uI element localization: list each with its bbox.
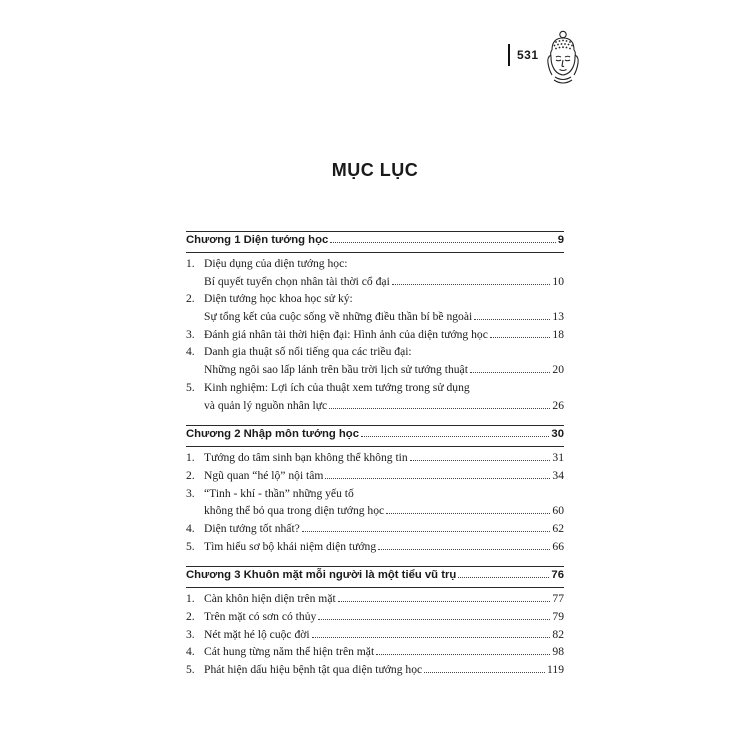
leader-dots	[325, 478, 550, 479]
entry-number: 5.	[186, 663, 195, 677]
entry-number: 5.	[186, 539, 195, 553]
chapter-page: 9	[557, 234, 564, 246]
entry-title: Những ngôi sao lấp lánh trên bầu trời lịch sử tướng thuật	[204, 363, 468, 377]
leader-dots	[329, 408, 550, 409]
entry-title: Cát hung từng năm thể hiện trên mặt	[204, 645, 375, 659]
leader-dots	[458, 577, 549, 578]
toc-entry[interactable]	[186, 257, 564, 275]
page-number: 531	[517, 48, 539, 62]
chapter-title: Chương 3 Khuôn mặt mỗi người là một tiểu vũ trụ	[186, 569, 457, 582]
entry-title: Diện tướng tốt nhất?	[204, 521, 300, 535]
entry-page: 119	[547, 663, 564, 677]
leader-dots	[318, 619, 550, 620]
toc-entry[interactable]	[186, 381, 564, 399]
entry-number: 1.	[186, 257, 195, 270]
toc-entry-continuation[interactable]	[186, 275, 564, 293]
entry-title: Kinh nghiệm: Lợi ích của thuật xem tướng trong sử dụng	[204, 380, 470, 394]
entry-title: Diện tướng học khoa học sử ký:	[204, 292, 353, 306]
entry-number: 1.	[186, 592, 195, 606]
toc-entry[interactable]	[186, 487, 564, 505]
entry-number: 1.	[186, 451, 195, 465]
toc-entry-continuation[interactable]	[186, 310, 564, 328]
toc-entry[interactable]	[186, 451, 564, 469]
entry-title: Sự tổng kết của cuộc sống về những điều thần bí bề ngoài	[204, 310, 473, 324]
entry-page: 60	[552, 504, 564, 518]
entry-number: 2.	[186, 610, 195, 623]
page-number-divider	[508, 44, 510, 66]
entry-title: Ngũ quan “hé lộ” nội tâm	[204, 468, 324, 482]
entry-page: 77	[552, 592, 564, 606]
toc-entry[interactable]	[186, 345, 564, 363]
entry-page: 62	[552, 521, 564, 535]
entry-title: không thể bỏ qua trong diện tướng học	[204, 504, 385, 518]
toc-entry-continuation[interactable]	[186, 363, 564, 381]
entry-title: và quản lý nguồn nhân lực	[204, 398, 328, 412]
leader-dots	[386, 513, 550, 514]
chapter-heading[interactable]	[186, 234, 564, 252]
toc-entry[interactable]	[186, 628, 564, 646]
leader-dots	[410, 460, 551, 461]
entry-number: 4.	[186, 521, 195, 535]
entry-title: Danh gia thuật số nổi tiếng qua các triều đại:	[204, 345, 412, 359]
entry-title: Tướng do tâm sinh bạn không thể không tin	[204, 451, 408, 465]
entry-title: Phát hiện dấu hiệu bệnh tật qua diện tướng học	[204, 663, 423, 677]
table-of-contents	[186, 231, 564, 681]
entry-page: 66	[552, 539, 564, 553]
entry-page: 18	[552, 327, 564, 341]
leader-dots	[361, 436, 549, 437]
entry-title: Đánh giá nhân tài thời hiện đại: Hình ảnh của diện tướng học	[204, 327, 488, 341]
toc-entry[interactable]	[186, 663, 564, 681]
entry-number: 4.	[186, 345, 195, 359]
entry-number: 3.	[186, 327, 195, 341]
entry-number: 2.	[186, 468, 195, 482]
toc-entry[interactable]	[186, 610, 564, 628]
entry-title: Bí quyết tuyển chọn nhân tài thời cổ đại	[204, 274, 390, 288]
leader-dots	[338, 601, 551, 602]
entry-title: Càn khôn hiện diện trên mặt	[204, 592, 336, 606]
entry-page: 26	[552, 398, 564, 412]
entry-page: 13	[552, 310, 564, 324]
entry-number: 3.	[186, 486, 195, 500]
entry-page: 34	[552, 468, 564, 482]
toc-entry-continuation[interactable]	[186, 504, 564, 522]
chapter-title: Chương 1 Diện tướng học	[186, 234, 329, 246]
entry-number: 3.	[186, 627, 195, 641]
entry-page: 31	[552, 451, 564, 465]
leader-dots	[330, 242, 555, 243]
leader-dots	[312, 637, 551, 638]
entry-title: “Tinh - khí - thần” những yếu tố	[204, 486, 354, 500]
chapter-page: 30	[551, 428, 564, 441]
leader-dots	[474, 319, 550, 320]
buddha-head-icon	[542, 30, 584, 90]
leader-dots	[470, 372, 550, 373]
entry-page: 82	[552, 627, 564, 641]
leader-dots	[302, 531, 551, 532]
entry-page: 10	[552, 274, 564, 288]
toc-title: MỤC LỤC	[331, 160, 419, 180]
entry-number: 5.	[186, 380, 195, 394]
page-number-block	[508, 44, 539, 66]
entry-title: Trên mặt có sơn có thủy	[204, 610, 317, 623]
toc-entry[interactable]	[186, 469, 564, 487]
toc-entry[interactable]	[186, 292, 564, 310]
chapter-page: 76	[551, 569, 564, 582]
toc-entry[interactable]	[186, 592, 564, 610]
leader-dots	[378, 549, 550, 550]
entry-number: 4.	[186, 645, 195, 659]
entry-number: 2.	[186, 292, 195, 306]
toc-entry[interactable]	[186, 645, 564, 663]
toc-entry[interactable]	[186, 328, 564, 346]
leader-dots	[376, 654, 550, 655]
leader-dots	[424, 672, 545, 673]
leader-dots	[490, 337, 551, 338]
chapter-heading[interactable]	[186, 428, 564, 446]
chapter-heading[interactable]	[186, 569, 564, 587]
toc-entry[interactable]	[186, 522, 564, 540]
entry-title: Diệu dụng của diện tướng học:	[204, 257, 348, 270]
leader-dots	[392, 284, 551, 285]
chapter-title: Chương 2 Nhập môn tướng học	[186, 428, 359, 441]
entry-page: 98	[552, 645, 564, 659]
entry-page: 20	[552, 363, 564, 377]
entry-title: Nét mặt hé lộ cuộc đời	[204, 627, 310, 641]
toc-entry-continuation[interactable]	[186, 399, 564, 417]
toc-entry[interactable]	[186, 540, 564, 558]
entry-title: Tìm hiểu sơ bộ khái niệm diện tướng	[204, 539, 377, 553]
entry-page: 79	[552, 610, 564, 623]
